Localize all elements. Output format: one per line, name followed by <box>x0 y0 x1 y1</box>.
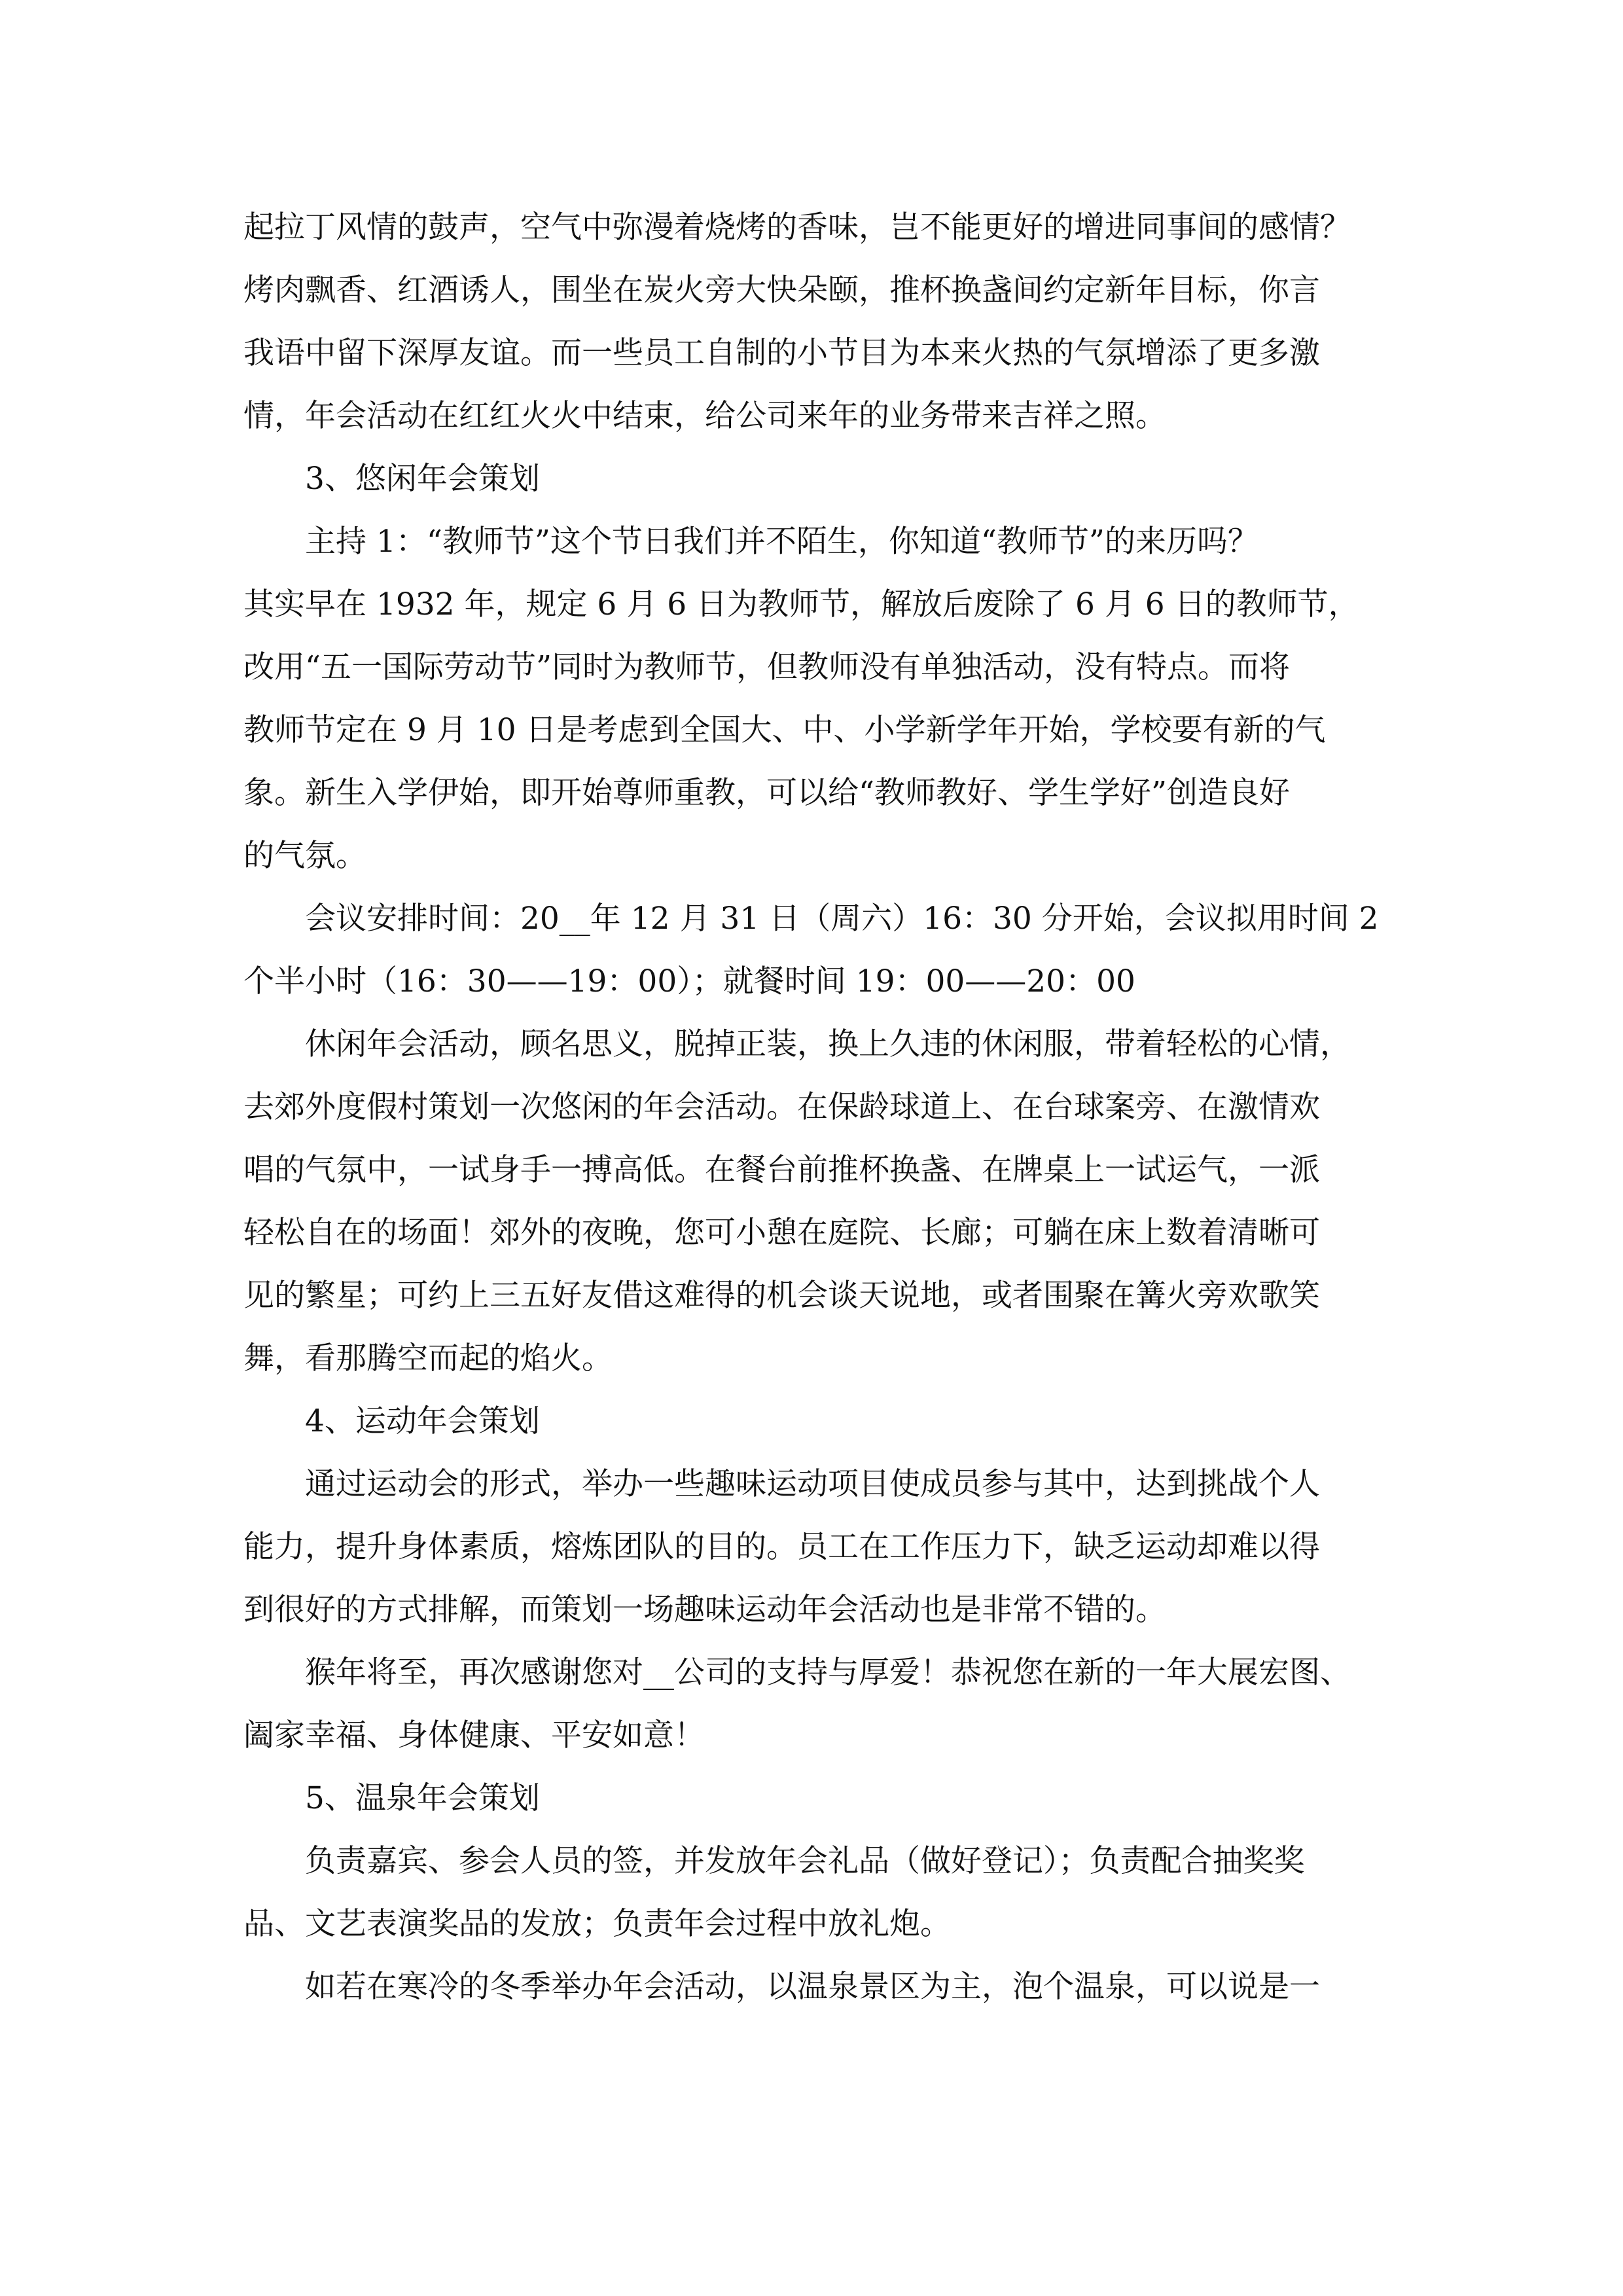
text-line: 轻松自在的场面！郊外的夜晚，您可小憩在庭院、长廊；可躺在床上数着清晰可 <box>243 1215 1320 1251</box>
text-line: 阖家幸福、身体健康、平安如意！ <box>243 1717 705 1753</box>
document-body <box>243 196 1380 2018</box>
text-line: 我语中留下深厚友谊。而一些员工自制的小节目为本来火热的气氛增添了更多激 <box>243 335 1320 371</box>
text-line: 象。新生入学伊始，即开始尊师重教，可以给“教师教好、学生学好”创造良好 <box>243 775 1291 811</box>
text-line: 改用“五一国际劳动节”同时为教师节，但教师没有单独活动，没有特点。而将 <box>243 649 1291 685</box>
text-line: 教师节定在 9 月 10 日是考虑到全国大、中、小学新学年开始，学校要有新的气 <box>243 712 1326 748</box>
text-line: 舞，看那腾空而起的焰火。 <box>243 1340 613 1376</box>
text-line: 个半小时（16：30——19：00）；就餐时间 19：00——20：00 <box>243 963 1135 999</box>
text-line: 的气氛。 <box>243 838 366 874</box>
text-line: 情，年会活动在红红火火中结束，给公司来年的业务带来吉祥之照。 <box>243 398 1166 434</box>
section-heading: 3、悠闲年会策划 <box>305 461 540 497</box>
text-line: 唱的气氛中，一试身手一搏高低。在餐台前推杯换盏、在牌桌上一试运气，一派 <box>243 1152 1320 1188</box>
text-line: 其实早在 1932 年，规定 6 月 6 日为教师节，解放后废除了 6 月 6 日的教师节， <box>243 586 1359 622</box>
text-line: 烤肉飘香、红酒诱人，围坐在炭火旁大快朵颐，推杯换盏间约定新年目标，你言 <box>243 272 1320 308</box>
text-line: 见的繁星；可约上三五好友借这难得的机会谈天说地，或者围聚在篝火旁欢歌笑 <box>243 1278 1320 1314</box>
section-heading: 4、运动年会策划 <box>305 1403 540 1439</box>
text-line: 品、文艺表演奖品的发放；负责年会过程中放礼炮。 <box>243 1906 951 1942</box>
text-line: 主持 1：“教师节”这个节日我们并不陌生，你知道“教师节”的来历吗？ <box>305 524 1258 560</box>
text-line: 猴年将至，再次感谢您对__公司的支持与厚爱！恭祝您在新的一年大展宏图、 <box>305 1655 1351 1691</box>
section-heading: 5、温泉年会策划 <box>305 1780 540 1816</box>
text-line: 休闲年会活动，顾名思义，脱掉正装，换上久违的休闲服，带着轻松的心情， <box>305 1026 1351 1062</box>
text-line: 如若在寒冷的冬季举办年会活动，以温泉景区为主，泡个温泉，可以说是一 <box>305 1969 1320 2005</box>
text-line: 通过运动会的形式，举办一些趣味运动项目使成员参与其中，达到挑战个人 <box>305 1466 1320 1502</box>
text-line: 起拉丁风情的鼓声，空气中弥漫着烧烤的香味，岂不能更好的增进同事间的感情？ <box>243 209 1351 245</box>
text-line: 会议安排时间：20__年 12 月 31 日（周六）16：30 分开始，会议拟用时间 2 <box>305 901 1379 937</box>
text-line: 负责嘉宾、参会人员的签，并发放年会礼品（做好登记）；负责配合抽奖奖 <box>305 1843 1305 1879</box>
text-line: 去郊外度假村策划一次悠闲的年会活动。在保龄球道上、在台球案旁、在激情欢 <box>243 1089 1320 1125</box>
text-line: 能力，提升身体素质，熔炼团队的目的。员工在工作压力下，缺乏运动却难以得 <box>243 1529 1320 1565</box>
text-line: 到很好的方式排解，而策划一场趣味运动年会活动也是非常不错的。 <box>243 1592 1166 1628</box>
